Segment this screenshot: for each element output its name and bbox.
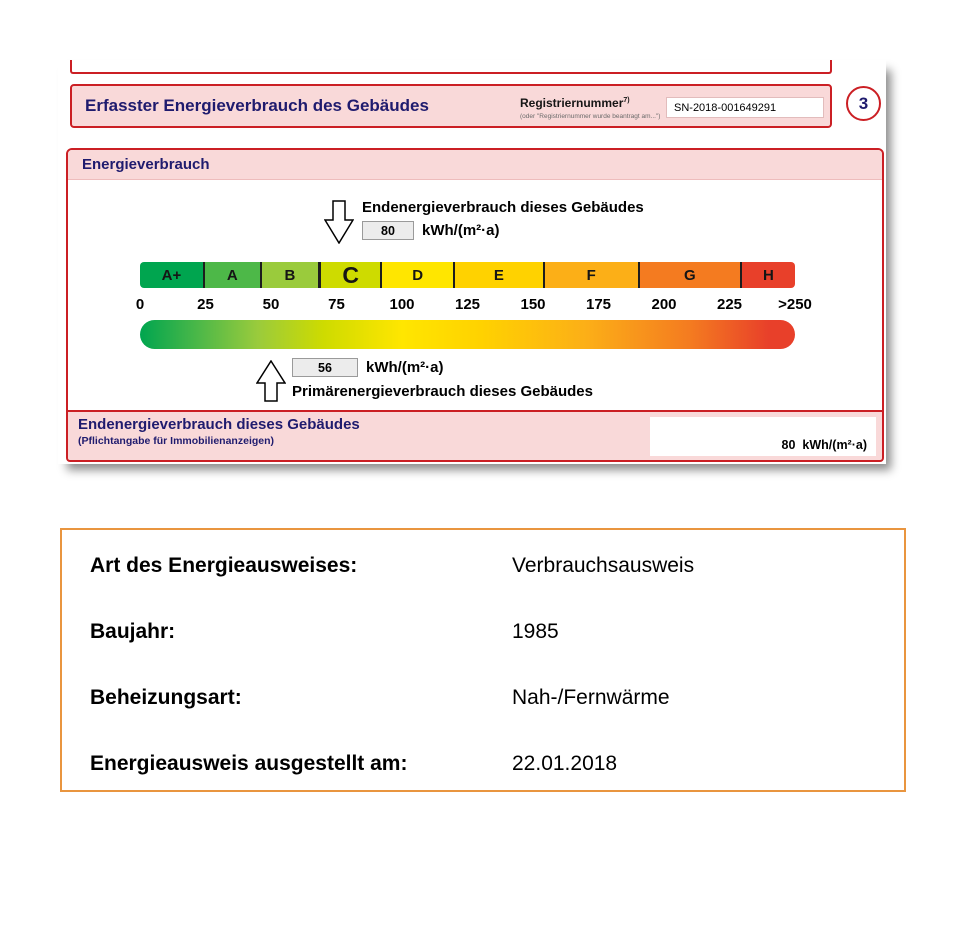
energy-class-label: A xyxy=(226,266,238,284)
registration-block xyxy=(520,92,830,119)
registration-number-field: SN-2018-001649291 xyxy=(666,97,824,118)
primary-energy-unit: kWh/(m²·a) xyxy=(366,359,444,376)
energy-class-label: D xyxy=(412,266,424,284)
section-title: Erfasster Energieverbrauch des Gebäudes xyxy=(85,96,429,115)
detail-label: Beheizungsart: xyxy=(90,686,242,709)
tick-label: 200 xyxy=(651,296,677,313)
tick-label: 75 xyxy=(328,296,345,313)
energy-consumption-panel xyxy=(66,148,884,412)
detail-value: 1985 xyxy=(512,620,559,643)
energy-class-segment-aplus xyxy=(140,262,205,288)
registration-label xyxy=(520,97,666,110)
detail-row-issue-date xyxy=(90,752,904,818)
tick-label: 225 xyxy=(716,296,743,313)
energy-class-segment-g xyxy=(640,262,742,288)
page-number-badge: 3 xyxy=(846,86,881,121)
energy-class-segment-e xyxy=(455,262,545,288)
energy-class-label: H xyxy=(763,266,774,284)
tick-label: 25 xyxy=(197,296,214,313)
detail-row-heating-type xyxy=(90,686,904,752)
footer-title: Endenergieverbrauch dieses Gebäudes xyxy=(78,416,360,433)
tick-label: 100 xyxy=(389,296,415,313)
detail-row-construction-year xyxy=(90,620,904,686)
energy-class-segment-b xyxy=(262,262,320,288)
end-energy-value-field: 80 xyxy=(362,221,414,240)
previous-section-edge xyxy=(70,60,832,74)
tick-label: 175 xyxy=(585,296,612,313)
end-energy-value-row xyxy=(362,221,500,240)
primary-energy-value-row xyxy=(292,358,444,377)
tick-label: 0 xyxy=(135,296,145,313)
detail-row-certificate-type xyxy=(90,554,904,620)
energy-class-segment-d xyxy=(382,262,455,288)
energy-class-segment-f xyxy=(545,262,640,288)
footer-value: 80 xyxy=(781,438,796,452)
scale-tick-labels xyxy=(135,296,812,318)
end-energy-label: Endenergieverbrauch dieses Gebäudes xyxy=(362,199,644,216)
detail-label: Art des Energieausweises: xyxy=(90,554,358,577)
end-energy-footer xyxy=(66,410,884,462)
panel-title: Energieverbrauch xyxy=(68,150,882,180)
end-energy-unit: kWh/(m²·a) xyxy=(422,222,500,239)
registration-footnote: 7) xyxy=(623,97,630,105)
energy-class-label: F xyxy=(586,266,596,284)
detail-value: Verbrauchsausweis xyxy=(512,554,695,577)
detail-value: 22.01.2018 xyxy=(512,752,618,775)
energy-scale xyxy=(135,261,812,318)
energy-class-segment-c-highlighted xyxy=(320,262,382,288)
energy-class-scale xyxy=(140,262,795,288)
registration-labels xyxy=(520,92,666,119)
energy-certificate-page xyxy=(58,60,886,464)
footer-value-field xyxy=(650,417,876,456)
down-arrow-icon xyxy=(324,200,354,244)
primary-energy-value-field: 56 xyxy=(292,358,358,377)
tick-label: 125 xyxy=(454,296,481,313)
primary-energy-label: Primärenergieverbrauch dieses Gebäudes xyxy=(292,383,593,400)
energy-gradient-bar xyxy=(140,320,795,349)
property-details-panel xyxy=(60,528,906,792)
tick-label: 150 xyxy=(520,296,546,313)
panel-content xyxy=(68,180,882,411)
footer-unit: kWh/(m²·a) xyxy=(802,438,867,452)
energy-class-label: B xyxy=(284,266,296,284)
tick-label: 50 xyxy=(262,296,280,313)
energy-class-label: A+ xyxy=(161,266,182,284)
detail-label: Baujahr: xyxy=(90,620,176,643)
detail-label: Energieausweis ausgestellt am: xyxy=(90,752,408,775)
energy-class-label: G xyxy=(683,266,696,284)
section-header xyxy=(70,84,832,128)
registration-label-text: Registriernummer xyxy=(520,96,624,111)
energy-class-label: E xyxy=(493,266,504,284)
energy-class-segment-a xyxy=(205,262,262,288)
tick-label: >250 xyxy=(778,296,812,313)
registration-note: (oder "Registriernummer wurde beantragt am...") xyxy=(520,112,661,120)
energy-class-label: C xyxy=(342,261,360,288)
footer-subtitle: (Pflichtangabe für Immobilienanzeigen) xyxy=(78,435,275,447)
detail-value: Nah-/Fernwärme xyxy=(512,686,670,709)
up-arrow-icon xyxy=(256,360,286,402)
energy-class-segment-h xyxy=(742,262,795,288)
